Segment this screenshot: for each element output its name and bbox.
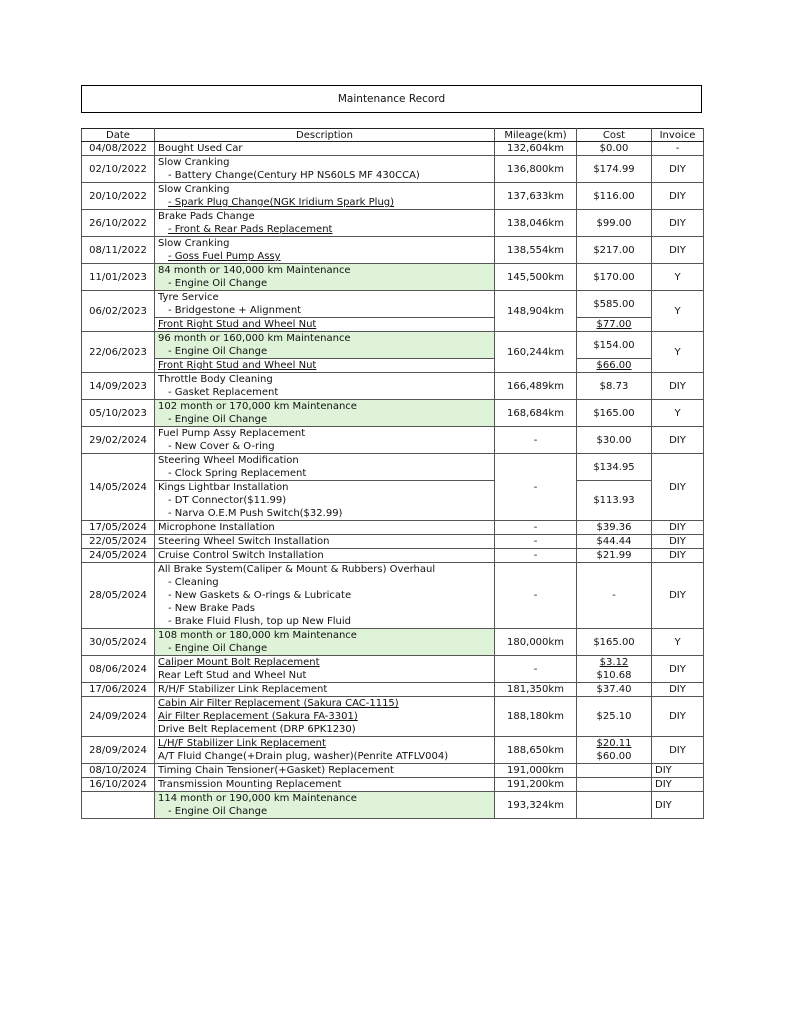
description-cell: [155, 535, 495, 549]
table-row: [82, 683, 704, 697]
table-row: [82, 778, 704, 792]
cost-cell: [577, 656, 652, 683]
description-cell: [155, 737, 495, 764]
cost-cell: [577, 549, 652, 563]
description-line: 96 month or 160,000 km Maintenance: [158, 333, 351, 344]
cost-value: $99.00: [596, 217, 632, 229]
description-line: Bought Used Car: [158, 143, 243, 154]
date-cell: 26/10/2022: [82, 210, 155, 237]
invoice-cell: Y: [652, 400, 704, 427]
description-line: - Bridgestone + Alignment: [168, 305, 302, 316]
cost-cell: [577, 359, 652, 373]
date-cell: 17/05/2024: [82, 521, 155, 535]
invoice-cell: DIY: [652, 210, 704, 237]
description-cell: [155, 697, 495, 737]
description-cell: [155, 629, 495, 656]
description-cell: [155, 156, 495, 183]
table-header-row: [82, 129, 704, 142]
maintenance-table: [81, 128, 704, 819]
date-cell: 02/10/2022: [82, 156, 155, 183]
cost-value: [580, 799, 648, 812]
description-cell: [155, 521, 495, 535]
mileage-cell: 148,904km: [495, 291, 577, 332]
mileage-cell: 191,200km: [495, 778, 577, 792]
table-row: [82, 427, 704, 454]
invoice-cell: DIY: [652, 535, 704, 549]
cost-cell: [577, 563, 652, 629]
table-row: [82, 156, 704, 183]
description-line: Kings Lightbar Installation: [158, 482, 289, 493]
date-cell: 24/05/2024: [82, 549, 155, 563]
description-line: Front Right Stud and Wheel Nut: [158, 360, 317, 371]
invoice-cell: DIY: [652, 697, 704, 737]
description-cell: [155, 656, 495, 683]
description-cell: [155, 427, 495, 454]
date-cell: 22/06/2023: [82, 332, 155, 373]
date-cell: 30/05/2024: [82, 629, 155, 656]
description-line: 114 month or 190,000 km Maintenance: [158, 793, 357, 804]
table-row: [82, 142, 704, 156]
description-line: Slow Cranking: [158, 184, 230, 195]
description-line: - Gasket Replacement: [168, 387, 279, 398]
header-cost: Cost: [577, 129, 652, 142]
date-cell: 22/05/2024: [82, 535, 155, 549]
invoice-cell: DIY: [652, 778, 704, 792]
cost-cell: [577, 481, 652, 521]
cost-value: [580, 778, 648, 791]
table-row: [82, 764, 704, 778]
mileage-cell: -: [495, 454, 577, 521]
cost-value: $154.00: [593, 339, 635, 351]
cost-value: $30.00: [596, 434, 632, 446]
cost-value: $21.99: [596, 550, 632, 561]
cost-value: $0.00: [599, 143, 629, 154]
table-row: [82, 318, 704, 332]
description-cell: [155, 778, 495, 792]
description-cell: [155, 764, 495, 778]
mileage-cell: 180,000km: [495, 629, 577, 656]
cost-cell: [577, 237, 652, 264]
description-line: - Engine Oil Change: [168, 278, 268, 289]
table-row: [82, 549, 704, 563]
date-cell: 08/11/2022: [82, 237, 155, 264]
cost-value: $116.00: [593, 190, 635, 202]
cost-cell: [577, 535, 652, 549]
description-cell: [155, 264, 495, 291]
cost-cell: [577, 521, 652, 535]
table-row: [82, 237, 704, 264]
cost-cell: [577, 629, 652, 656]
cost-value: $165.00: [593, 636, 635, 648]
date-cell: 08/06/2024: [82, 656, 155, 683]
invoice-cell: Y: [652, 264, 704, 291]
cost-value: $113.93: [593, 495, 635, 506]
cost-value: $170.00: [593, 271, 635, 283]
invoice-cell: DIY: [652, 373, 704, 400]
table-row: [82, 210, 704, 237]
cost-value: $174.99: [593, 163, 635, 175]
description-line: Steering Wheel Switch Installation: [158, 536, 330, 547]
description-cell: [155, 237, 495, 264]
description-cell: [155, 792, 495, 819]
description-line: 108 month or 180,000 km Maintenance: [158, 630, 357, 641]
description-line: - New Cover & O-ring: [168, 441, 275, 452]
description-line: 84 month or 140,000 km Maintenance: [158, 265, 351, 276]
description-cell: [155, 291, 495, 318]
invoice-cell: DIY: [652, 764, 704, 778]
description-line: - New Brake Pads: [168, 603, 255, 614]
description-line: - Narva O.E.M Push Switch($32.99): [168, 508, 343, 519]
description-line: Rear Left Stud and Wheel Nut: [158, 670, 307, 681]
cost-cell: [577, 373, 652, 400]
description-line: - Clock Spring Replacement: [168, 468, 307, 479]
description-line: - Engine Oil Change: [168, 643, 268, 654]
description-line: Front Right Stud and Wheel Nut: [158, 319, 317, 330]
invoice-cell: Y: [652, 629, 704, 656]
mileage-cell: -: [495, 427, 577, 454]
description-line: Slow Cranking: [158, 238, 230, 249]
mileage-cell: 193,324km: [495, 792, 577, 819]
date-cell: 08/10/2024: [82, 764, 155, 778]
description-line: Throttle Body Cleaning: [158, 374, 273, 385]
cost-value: $165.00: [593, 407, 635, 419]
description-cell: [155, 210, 495, 237]
header-date: Date: [82, 129, 155, 142]
mileage-cell: -: [495, 563, 577, 629]
cost-value: $60.00: [596, 751, 632, 762]
invoice-cell: DIY: [652, 656, 704, 683]
mileage-cell: 138,046km: [495, 210, 577, 237]
invoice-cell: -: [652, 142, 704, 156]
description-line: A/T Fluid Change(+Drain plug, washer)(Penrite ATFLV004): [158, 751, 449, 762]
table-row: [82, 183, 704, 210]
mileage-cell: 181,350km: [495, 683, 577, 697]
table-row: [82, 332, 704, 359]
mileage-cell: -: [495, 549, 577, 563]
description-line: - Goss Fuel Pump Assy: [168, 251, 281, 262]
record-title: Maintenance Record: [81, 85, 702, 113]
table-row: [82, 656, 704, 683]
description-line: - Front & Rear Pads Replacement: [168, 224, 333, 235]
invoice-cell: DIY: [652, 563, 704, 629]
table-row: [82, 481, 704, 521]
description-cell: [155, 373, 495, 400]
mileage-cell: 145,500km: [495, 264, 577, 291]
date-cell: 28/09/2024: [82, 737, 155, 764]
description-line: Caliper Mount Bolt Replacement: [158, 657, 320, 668]
cost-cell: [577, 183, 652, 210]
mileage-cell: -: [495, 521, 577, 535]
table-row: [82, 629, 704, 656]
description-line: Transmission Mounting Replacement: [158, 779, 342, 790]
mileage-cell: 160,244km: [495, 332, 577, 373]
description-line: Air Filter Replacement (Sakura FA-3301): [158, 711, 358, 722]
date-cell: [82, 792, 155, 819]
description-line: - Spark Plug Change(NGK Iridium Spark Plug): [168, 197, 395, 208]
description-line: Fuel Pump Assy Replacement: [158, 428, 306, 439]
cost-value: $134.95: [593, 461, 635, 473]
mileage-cell: -: [495, 535, 577, 549]
table-row: [82, 521, 704, 535]
table-row: [82, 454, 704, 481]
description-line: Cabin Air Filter Replacement (Sakura CAC-1115): [158, 698, 399, 709]
invoice-cell: DIY: [652, 549, 704, 563]
table-row: [82, 359, 704, 373]
description-cell: [155, 481, 495, 521]
invoice-cell: DIY: [652, 454, 704, 521]
table-row: [82, 291, 704, 318]
description-cell: [155, 563, 495, 629]
cost-cell: [577, 792, 652, 819]
mileage-cell: 138,554km: [495, 237, 577, 264]
description-line: L/H/F Stabilizer Link Replacement: [158, 738, 326, 749]
description-cell: [155, 454, 495, 481]
invoice-cell: DIY: [652, 737, 704, 764]
table-row: [82, 535, 704, 549]
description-line: Slow Cranking: [158, 157, 230, 168]
description-line: Microphone Installation: [158, 522, 275, 533]
invoice-cell: Y: [652, 291, 704, 332]
table-row: [82, 400, 704, 427]
invoice-cell: DIY: [652, 521, 704, 535]
cost-cell: [577, 318, 652, 332]
mileage-cell: 188,180km: [495, 697, 577, 737]
cost-value: $217.00: [593, 244, 635, 256]
description-line: - DT Connector($11.99): [168, 495, 287, 506]
description-cell: [155, 549, 495, 563]
cost-value: $66.00: [596, 360, 632, 371]
cost-cell: [577, 737, 652, 764]
description-line: - Battery Change(Century HP NS60LS MF 430CCA): [168, 170, 420, 181]
cost-value: $77.00: [596, 319, 632, 330]
mileage-cell: 137,633km: [495, 183, 577, 210]
date-cell: 16/10/2024: [82, 778, 155, 792]
cost-value: [580, 764, 648, 777]
table-row: [82, 563, 704, 629]
cost-value: $3.12: [599, 657, 629, 668]
description-line: 102 month or 170,000 km Maintenance: [158, 401, 357, 412]
description-line: Drive Belt Replacement (DRP 6PK1230): [158, 724, 356, 735]
invoice-cell: DIY: [652, 237, 704, 264]
date-cell: 14/09/2023: [82, 373, 155, 400]
description-cell: [155, 183, 495, 210]
cost-value: $39.36: [596, 522, 632, 533]
header-description: Description: [155, 129, 495, 142]
table-row: [82, 737, 704, 764]
table-row: [82, 697, 704, 737]
cost-value: $44.44: [596, 536, 632, 547]
date-cell: 11/01/2023: [82, 264, 155, 291]
invoice-cell: DIY: [652, 427, 704, 454]
cost-cell: [577, 778, 652, 792]
date-cell: 17/06/2024: [82, 683, 155, 697]
description-cell: [155, 683, 495, 697]
cost-value: $8.73: [599, 380, 629, 392]
description-cell: [155, 400, 495, 427]
cost-cell: [577, 264, 652, 291]
description-line: - Engine Oil Change: [168, 414, 268, 425]
cost-cell: [577, 764, 652, 778]
cost-value: $20.11: [596, 738, 632, 749]
description-line: Cruise Control Switch Installation: [158, 550, 324, 561]
description-line: - New Gaskets & O-rings & Lubricate: [168, 590, 352, 601]
cost-cell: [577, 291, 652, 318]
invoice-cell: DIY: [652, 183, 704, 210]
description-cell: [155, 142, 495, 156]
header-mileage: Mileage(km): [495, 129, 577, 142]
cost-cell: [577, 142, 652, 156]
cost-cell: [577, 697, 652, 737]
description-line: - Brake Fluid Flush, top up New Fluid: [168, 616, 352, 627]
cost-value: $37.40: [596, 684, 632, 695]
cost-cell: [577, 427, 652, 454]
invoice-cell: DIY: [652, 683, 704, 697]
invoice-cell: DIY: [652, 792, 704, 819]
date-cell: 06/02/2023: [82, 291, 155, 332]
mileage-cell: 168,684km: [495, 400, 577, 427]
date-cell: 28/05/2024: [82, 563, 155, 629]
description-line: Brake Pads Change: [158, 211, 255, 222]
description-line: Timing Chain Tensioner(+Gasket) Replacement: [158, 765, 394, 776]
description-cell: [155, 332, 495, 359]
description-cell: [155, 318, 495, 332]
description-cell: [155, 359, 495, 373]
invoice-cell: DIY: [652, 156, 704, 183]
cost-cell: [577, 683, 652, 697]
cost-cell: [577, 454, 652, 481]
date-cell: 29/02/2024: [82, 427, 155, 454]
cost-value: $585.00: [593, 298, 635, 310]
table-row: [82, 792, 704, 819]
table-row: [82, 264, 704, 291]
mileage-cell: 166,489km: [495, 373, 577, 400]
description-line: R/H/F Stabilizer Link Replacement: [158, 684, 328, 695]
mileage-cell: 132,604km: [495, 142, 577, 156]
date-cell: 20/10/2022: [82, 183, 155, 210]
cost-cell: [577, 156, 652, 183]
description-line: - Engine Oil Change: [168, 346, 268, 357]
description-line: - Cleaning: [168, 577, 219, 588]
date-cell: 05/10/2023: [82, 400, 155, 427]
description-line: - Engine Oil Change: [168, 806, 268, 817]
description-line: All Brake System(Caliper & Mount & Rubbers) Overhaul: [158, 564, 436, 575]
mileage-cell: 188,650km: [495, 737, 577, 764]
table-row: [82, 373, 704, 400]
cost-value: -: [612, 590, 616, 601]
header-invoice: Invoice: [652, 129, 704, 142]
cost-cell: [577, 400, 652, 427]
mileage-cell: -: [495, 656, 577, 683]
date-cell: 14/05/2024: [82, 454, 155, 521]
description-line: Tyre Service: [158, 292, 219, 303]
cost-value: $10.68: [596, 670, 632, 681]
mileage-cell: 191,000km: [495, 764, 577, 778]
cost-value: $25.10: [596, 711, 632, 722]
invoice-cell: Y: [652, 332, 704, 373]
cost-cell: [577, 210, 652, 237]
cost-cell: [577, 332, 652, 359]
mileage-cell: 136,800km: [495, 156, 577, 183]
date-cell: 04/08/2022: [82, 142, 155, 156]
description-line: Steering Wheel Modification: [158, 455, 299, 466]
date-cell: 24/09/2024: [82, 697, 155, 737]
